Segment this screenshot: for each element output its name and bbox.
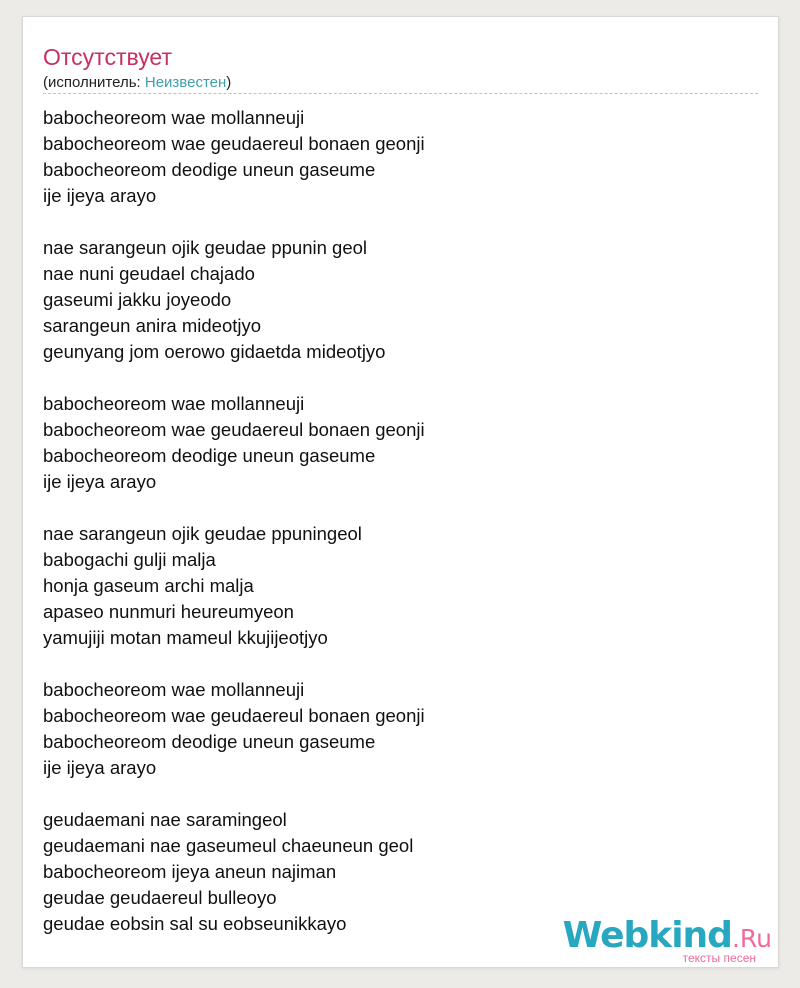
lyrics-line: babocheoreom wae mollanneuji (43, 107, 305, 128)
lyrics-line: babocheoreom ijeya aneun najiman (43, 861, 337, 882)
lyrics-line: babocheoreom deodige uneun gaseume (43, 445, 376, 466)
logo-tagline: тексты песен (682, 951, 756, 965)
lyrics-stanza (43, 521, 758, 651)
lyrics-line: honja gaseum archi malja (43, 575, 254, 596)
lyrics-line: ije ijeya arayo (43, 471, 157, 492)
lyrics-line: geunyang jom oerowo gidaetda mideotjyo (43, 341, 386, 362)
lyrics-line: geudaemani nae gaseumeul chaeuneun geol (43, 835, 414, 856)
lyrics-card (22, 16, 779, 968)
lyrics-line: nae sarangeun ojik geudae ppunin geol (43, 237, 368, 258)
lyrics-line: nae sarangeun ojik geudae ppuningeol (43, 523, 362, 544)
lyrics-line: babocheoreom wae mollanneuji (43, 393, 305, 414)
artist-link[interactable]: Неизвестен (144, 74, 227, 91)
artist-prefix: (исполнитель: (43, 74, 145, 91)
lyrics-line: babocheoreom wae mollanneuji (43, 679, 305, 700)
logo-tld: .Ru (731, 924, 772, 953)
site-logo[interactable] (562, 915, 772, 965)
lyrics-line: ije ijeya arayo (43, 757, 157, 778)
lyrics-body (43, 105, 758, 963)
lyrics-stanza (43, 235, 758, 365)
lyrics-line: babocheoreom wae geudaereul bonaen geonji (43, 705, 425, 726)
lyrics-line: babogachi gulji malja (43, 549, 216, 570)
lyrics-line: ije ijeya arayo (43, 185, 157, 206)
song-title: Отсутствует (43, 44, 172, 70)
logo-name: Webkind (562, 915, 732, 956)
artist-suffix: ) (226, 74, 232, 91)
lyrics-line: yamujiji motan mameul kkujijeotjyo (43, 627, 328, 648)
lyrics-line: babocheoreom deodige uneun gaseume (43, 159, 376, 180)
lyrics-stanza (43, 391, 758, 495)
lyrics-line: babocheoreom wae geudaereul bonaen geonji (43, 419, 425, 440)
lyrics-line: babocheoreom wae geudaereul bonaen geonji (43, 133, 425, 154)
artist-line (43, 74, 231, 92)
lyrics-line: geudaemani nae saramingeol (43, 809, 287, 830)
lyrics-stanza (43, 105, 758, 209)
divider (43, 93, 758, 94)
lyrics-line: nae nuni geudael chajado (43, 263, 255, 284)
lyrics-line: gaseumi jakku joyeodo (43, 289, 232, 310)
lyrics-line: geudae geudaereul bulleoyo (43, 887, 277, 908)
lyrics-line: geudae eobsin sal su eobseunikkayo (43, 913, 347, 934)
lyrics-line: sarangeun anira mideotjyo (43, 315, 262, 336)
lyrics-stanza (43, 677, 758, 781)
lyrics-line: babocheoreom deodige uneun gaseume (43, 731, 376, 752)
lyrics-line: apaseo nunmuri heureumyeon (43, 601, 294, 622)
